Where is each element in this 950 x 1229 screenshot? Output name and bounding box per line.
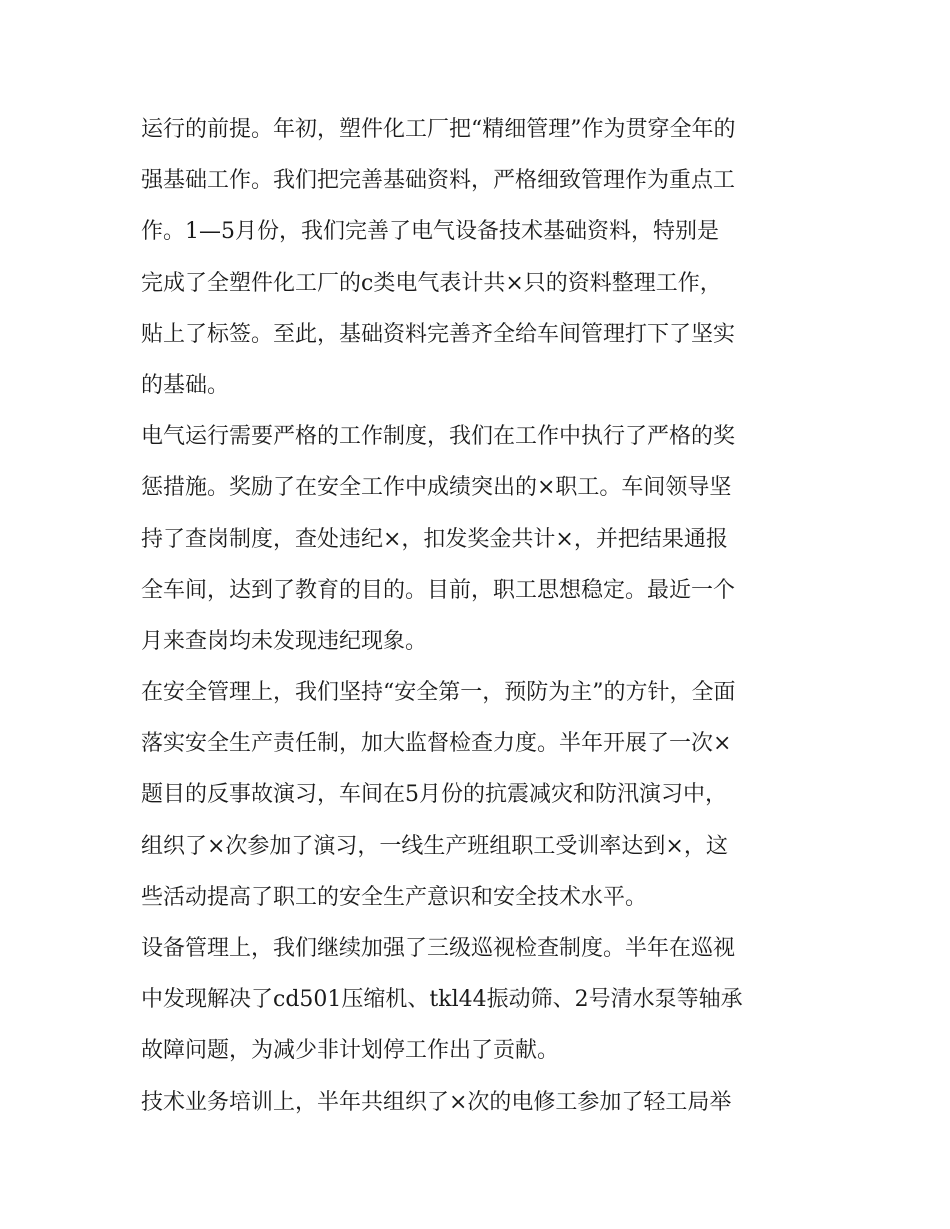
text-line: 电气运行需要严格的工作制度，我们在工作中执行了严格的奖 — [141, 424, 736, 450]
text-line: 持了查岗制度，查处违纪×，扣发奖金共计×，并把结果通报 — [141, 526, 728, 552]
text-line: 贴上了标签。至此，基础资料完善齐全给车间管理打下了坚实 — [141, 321, 736, 347]
text-line: 在安全管理上，我们坚持“安全第一，预防为主”的方针，全面 — [141, 680, 736, 706]
text-line: 强基础工作。我们把完善基础资料，严格细致管理作为重点工 — [141, 168, 736, 194]
text-line: 的基础。 — [141, 372, 230, 398]
body-text — [141, 104, 821, 1128]
text-line: 惩措施。奖励了在安全工作中成绩突出的×职工。车间领导坚 — [141, 475, 732, 501]
text-line: 些活动提高了职工的安全生产意识和安全技术水平。 — [141, 884, 648, 910]
text-line: 中发现解决了cd501压缩机、tkl44振动筛、2号清水泵等轴承 — [141, 987, 743, 1013]
text-line: 月来查岗均未发现违纪现象。 — [141, 628, 428, 654]
text-line: 故障问题，为减少非计划停工作出了贡献。 — [141, 1038, 560, 1064]
text-line: 作。1—5月份，我们完善了电气设备技术基础资料，特别是 — [141, 219, 719, 245]
text-line: 完成了全塑件化工厂的c类电气表计共×只的资料整理工作， — [141, 270, 722, 296]
text-line: 全车间，达到了教育的目的。目前，职工思想稳定。最近一个 — [141, 577, 736, 603]
text-line: 设备管理上，我们继续加强了三级巡视检查制度。半年在巡视 — [141, 936, 736, 961]
text-line: 技术业务培训上，半年共组织了×次的电修工参加了轻工局举 — [141, 1089, 732, 1115]
text-line: 题目的反事故演习，车间在5月份的抗震减灾和防汛演习中， — [141, 782, 727, 808]
text-line: 组织了×次参加了演习，一线生产班组职工受训率达到×，这 — [141, 833, 728, 859]
text-line: 落实安全生产责任制，加大监督检查力度。半年开展了一次× — [141, 731, 732, 757]
text-line: 运行的前提。年初，塑件化工厂把“精细管理”作为贯穿全年的 — [141, 117, 736, 142]
